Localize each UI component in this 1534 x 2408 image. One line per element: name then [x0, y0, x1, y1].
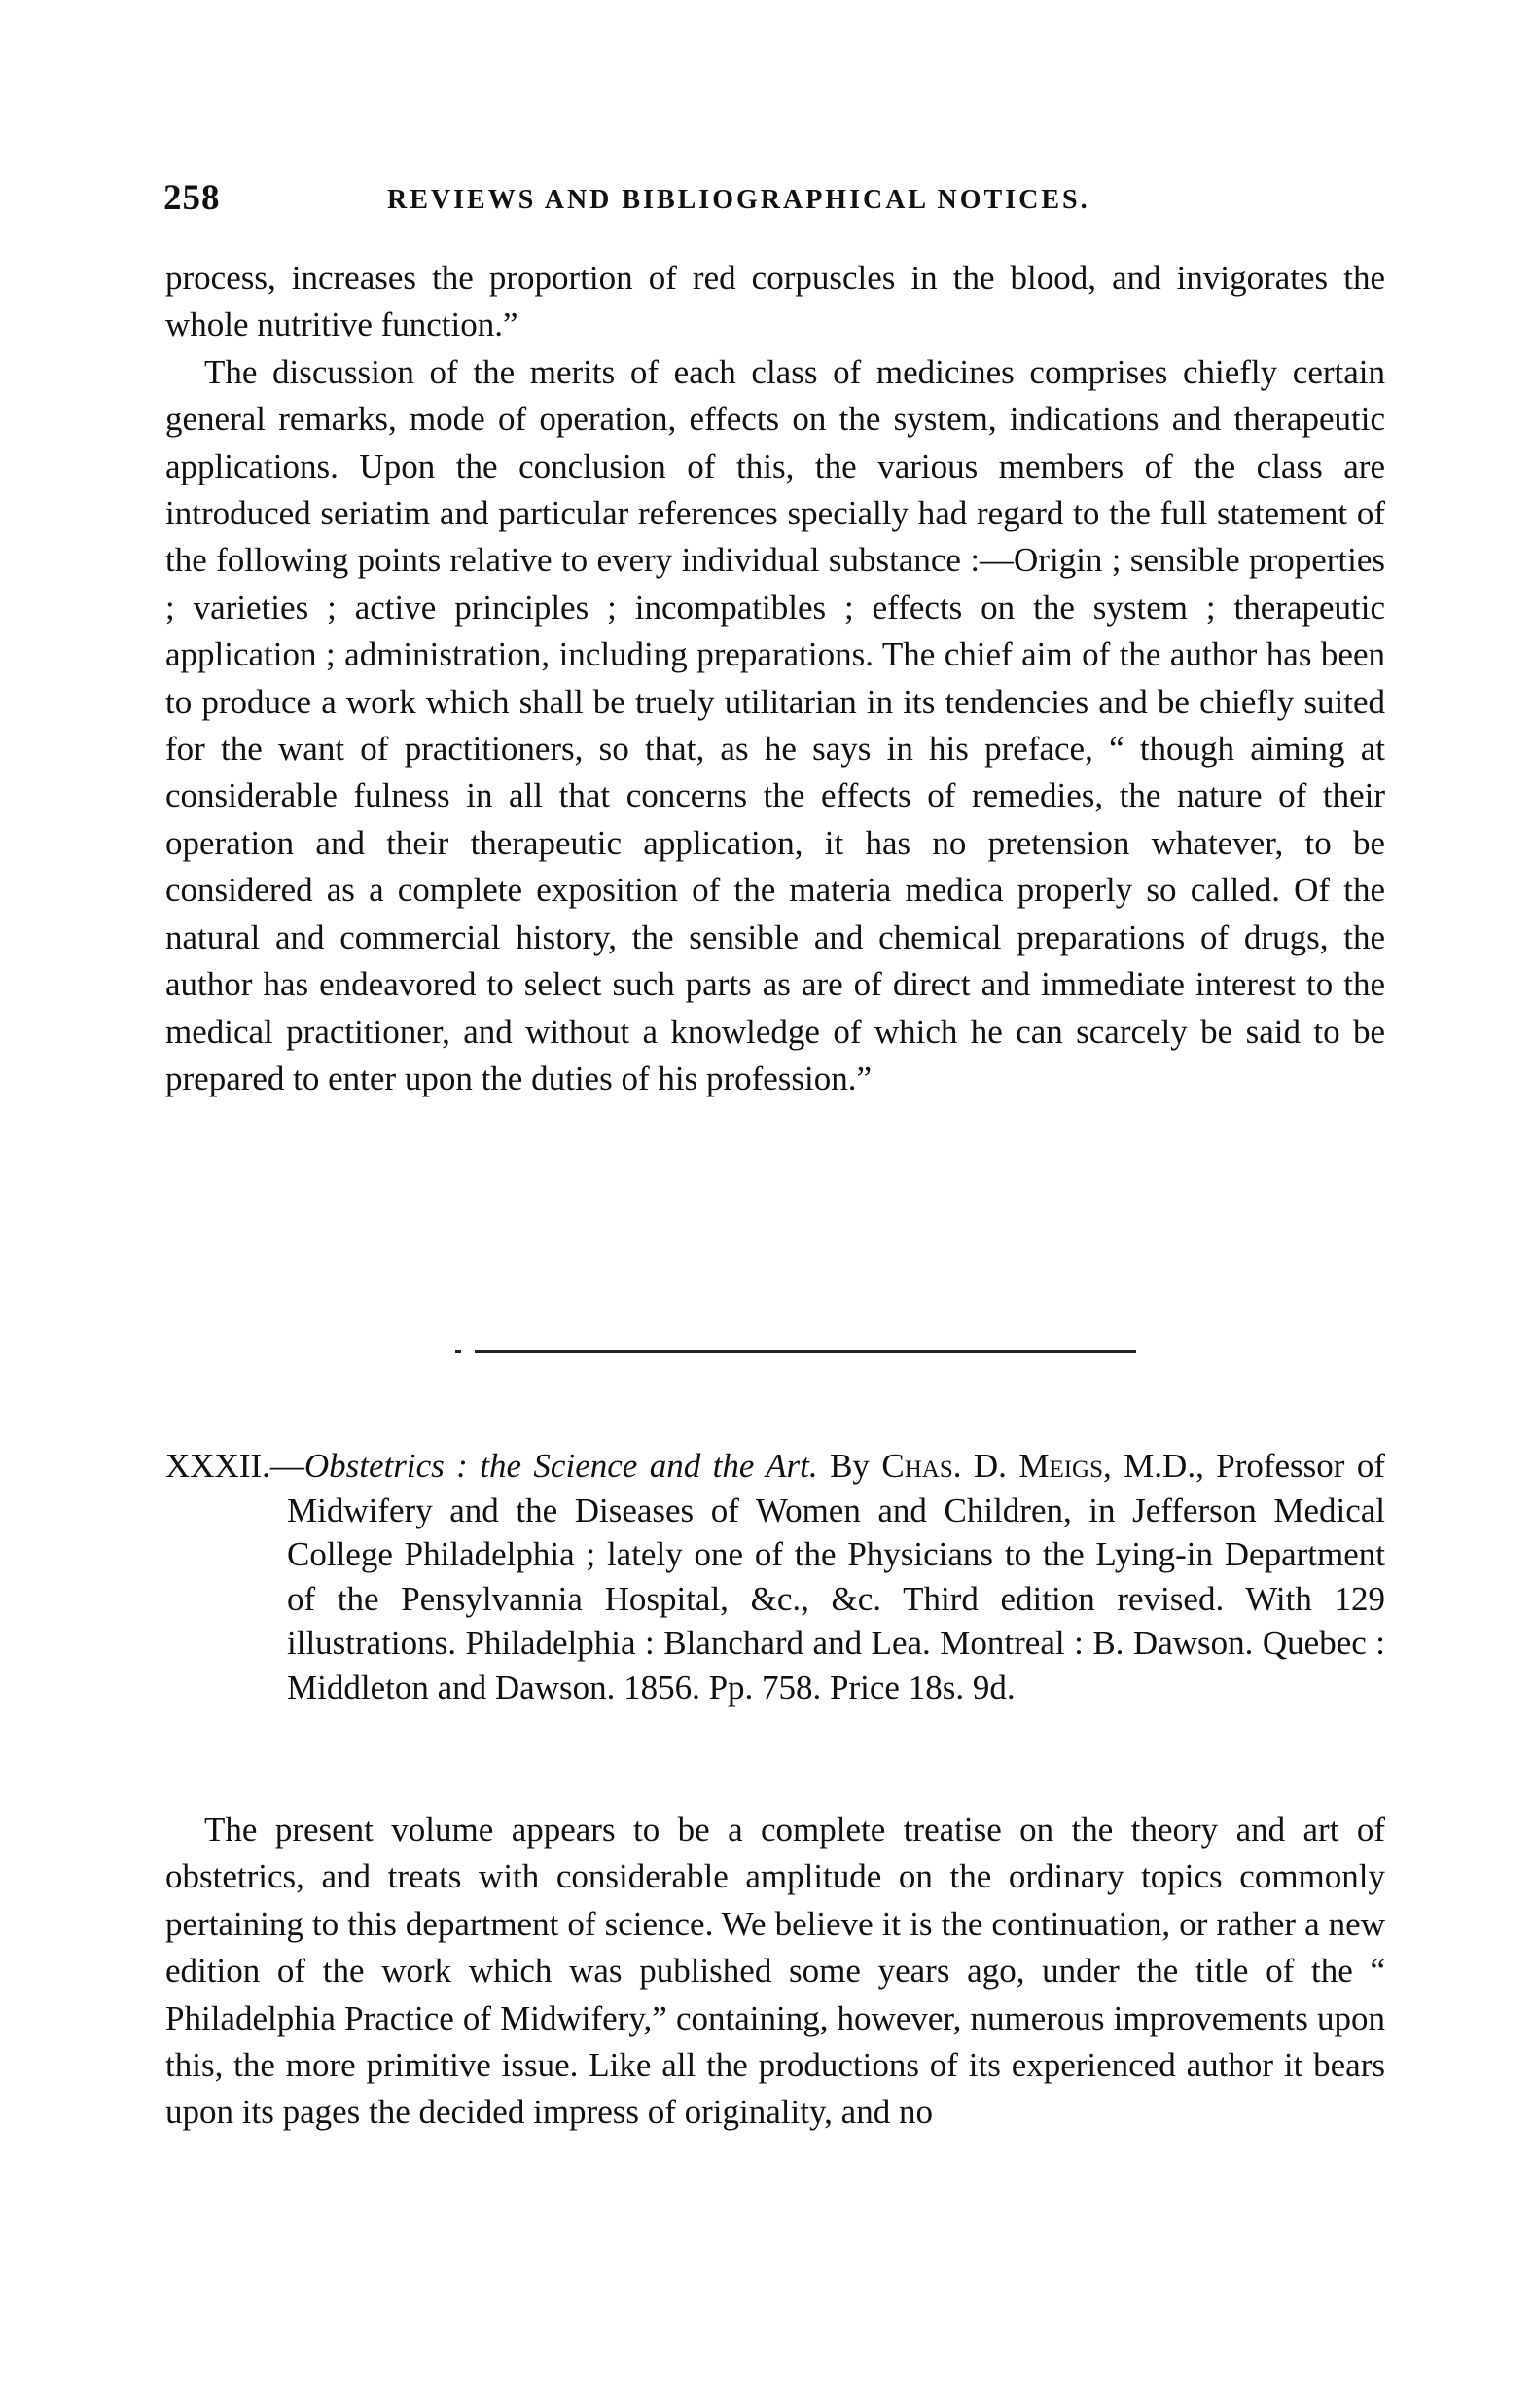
notice-details: M.D., Professor of Midwifery and the Diseases of Women and Children, in Jefferson Medical College Philadelphia ; lately one of the Physicians to the Lying-in Department of the Pensylvannia Hospital, &c., &c. Third edition revised. With 129 illustrations. Philadelphia : Blanchard and Lea. Montreal : B. Dawson. Quebec : Middleton and Dawson. 1856. Pp. 758. Price 18s. 9d. — [287, 1447, 1386, 1707]
paragraph-continuation: process, increases the proportion of red corpuscles in the blood, and invigorates the whole nutritive function.” — [165, 259, 1385, 344]
paragraph-review: The present volume appears to be a complete treatise on the theory and art of obstetrics, and treats with considerable amplitude on the ordinary topics commonly pertaining to this department of science. We believe it is the continuation, or rather a new edition of the work which was published some years ago, under the title of the “ Philadelphia Practice of Midwifery,” containing, however, numerous improvements upon this, the more primitive issue. Like all the productions of its experienced author it bears upon its pages the decided impress of originality, and no — [165, 1811, 1385, 2132]
review-text — [165, 1807, 1385, 2137]
page-header — [163, 177, 1389, 226]
notice-title: Obstetrics : the Science and the Art. — [303, 1447, 818, 1485]
continued-text — [165, 255, 1385, 1102]
bibliographic-notice — [165, 1444, 1385, 1709]
page-number: 258 — [163, 178, 221, 218]
notice-author: Chas. D. Meigs, — [881, 1447, 1112, 1485]
notice-number: XXXII.— — [165, 1447, 304, 1485]
running-head: REVIEWS AND BIBLIOGRAPHICAL NOTICES. — [387, 185, 1090, 215]
notice-by: By — [830, 1447, 870, 1485]
paragraph-discussion: The discussion of the merits of each class of medicines comprises chiefly certain general remarks, mode of operation, effects on the system, indications and therapeutic applications. Upon the conclusion of this, the various members of the class are introduced seriatim and particular references specially had regard to the full statement of the following points relative to every individual substance :—Origin ; sensible properties ; varieties ; active principles ; incompatibles ; effects on the system ; therapeutic application ; administration, including preparations. The chief aim of the author has been to produce a work which shall be truely utilitarian in its tendencies and be chiefly suited for the want of practitioners, so that, as he says in his preface, “ though aiming at considerable fulness in all that concerns the effects of remedies, the nature of their operation and their therapeutic application, it has no pretension whatever, to be considered as a complete exposition of the materia medica properly so called. Of the natural and commercial history, the sensible and chemical preparations of drugs, the author has endeavored to select such parts as are of direct and immediate interest to the medical practitioner, and without a knowledge of which he can scarcely be said to be prepared to enter upon the duties of his profession.” — [165, 352, 1385, 1097]
section-divider-rule — [475, 1350, 1136, 1353]
section-rule-dot — [455, 1350, 461, 1353]
